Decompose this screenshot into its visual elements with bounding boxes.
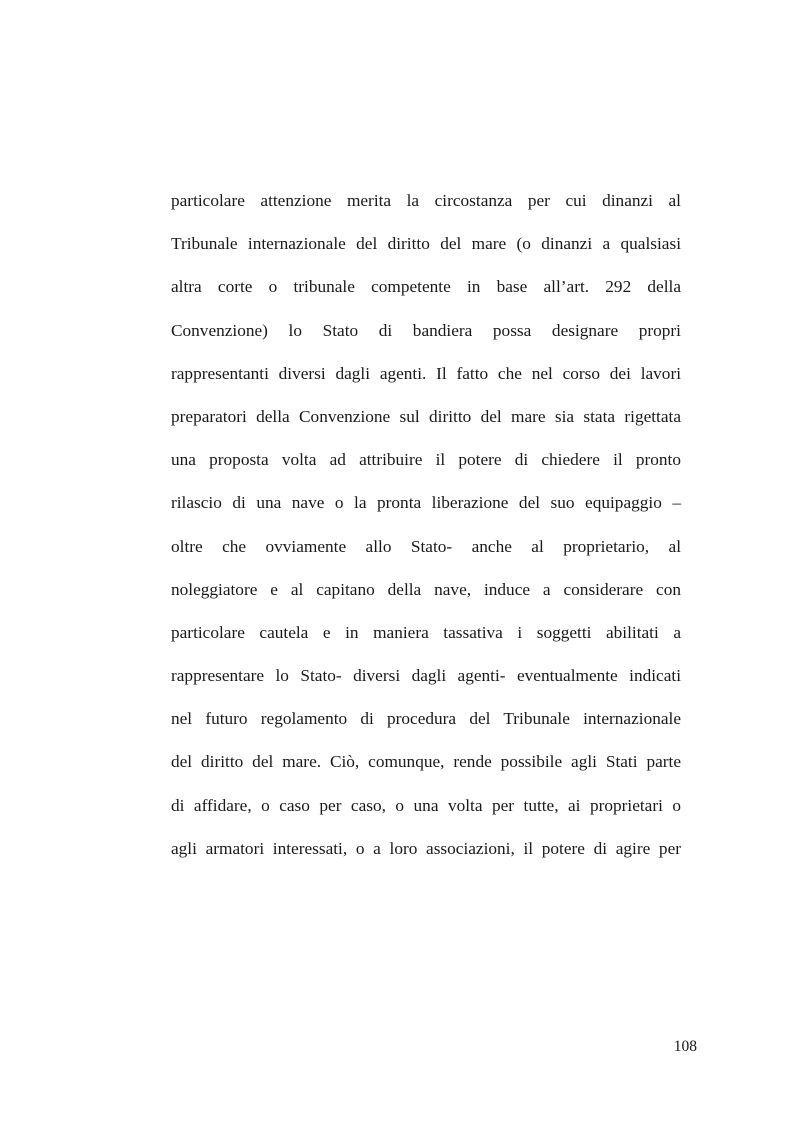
text-line: agli armatori interessati, o a loro associazioni, il potere di agire per <box>171 838 681 858</box>
page-number: 108 <box>673 1038 697 1055</box>
text-line: preparatori della Convenzione sul diritto del mare sia stata rigettata <box>171 406 681 426</box>
text-line: una proposta volta ad attribuire il potere di chiedere il pronto <box>171 450 681 470</box>
text-line: di affidare, o caso per caso, o una volta per tutte, ai proprietari o <box>171 795 681 815</box>
text-line: altra corte o tribunale competente in base all’art. 292 della <box>171 277 681 297</box>
text-line: Tribunale internazionale del diritto del mare (o dinanzi a qualsiasi <box>171 234 681 254</box>
text-line: oltre che ovviamente allo Stato- anche al proprietario, al <box>171 536 681 556</box>
text-line: particolare attenzione merita la circostanza per cui dinanzi al <box>171 191 681 210</box>
text-line: particolare cautela e in maniera tassativa i soggetti abilitati a <box>171 622 681 642</box>
body-paragraph <box>171 184 681 875</box>
text-line: Convenzione) lo Stato di bandiera possa designare propri <box>171 320 681 340</box>
text-line: rilascio di una nave o la pronta liberazione del suo equipaggio – <box>171 493 681 513</box>
text-line: rappresentare lo Stato- diversi dagli agenti- eventualmente indicati <box>171 666 681 686</box>
text-line: noleggiatore e al capitano della nave, induce a considerare con <box>171 579 681 599</box>
text-line: nel futuro regolamento di procedura del Tribunale internazionale <box>171 709 681 729</box>
text-line: rappresentanti diversi dagli agenti. Il fatto che nel corso dei lavori <box>171 363 681 383</box>
text-line: del diritto del mare. Ciò, comunque, rende possibile agli Stati parte <box>171 752 681 772</box>
